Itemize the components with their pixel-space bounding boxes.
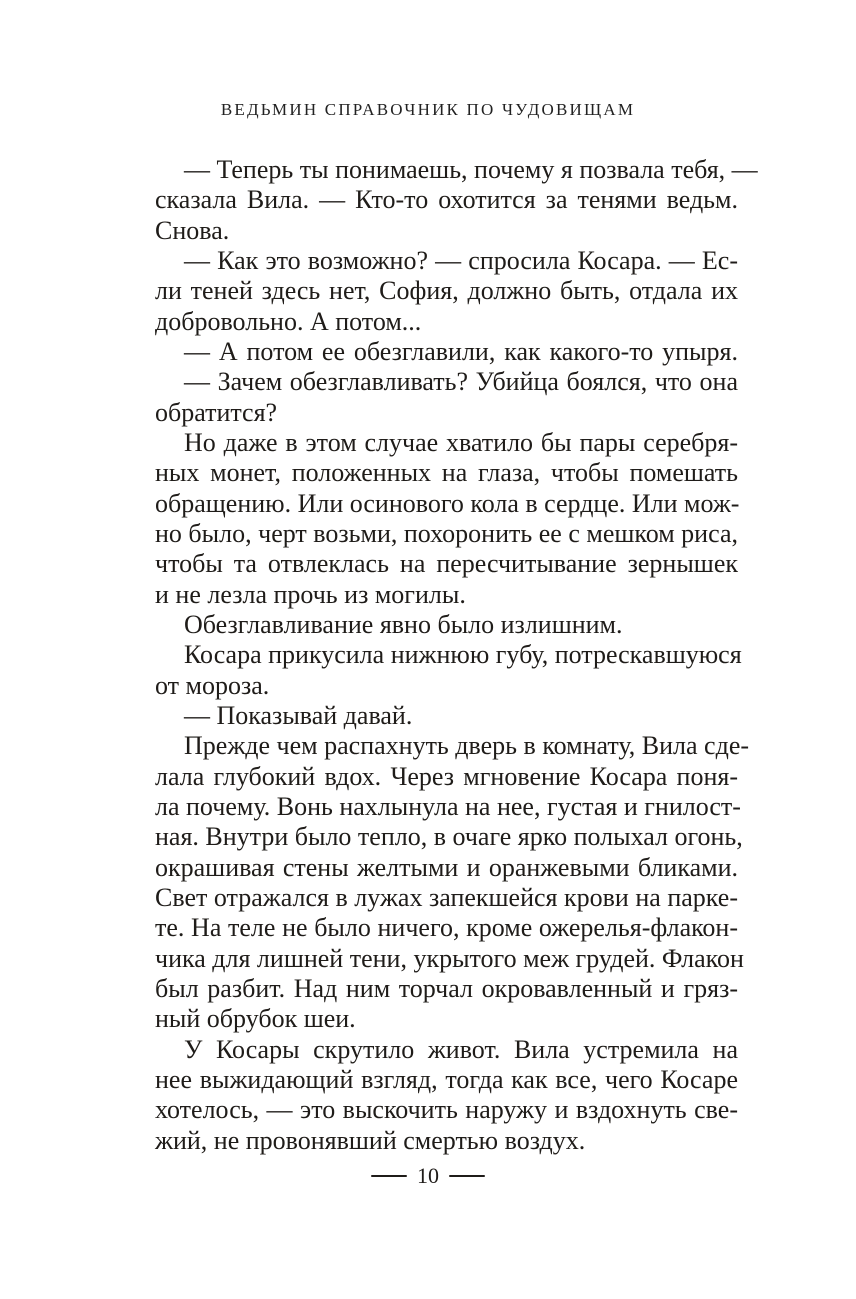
text-line: Но даже в этом случае хватило бы пары серебря-: [184, 428, 738, 457]
text-line: ных монет, положенных на глаза, чтобы помешать: [155, 458, 738, 487]
text-line: Косара прикусила нижнюю губу, потрескавшуюся: [184, 640, 742, 669]
text-line: Свет отражался в лужах запекшейся крови на парке-: [155, 883, 738, 912]
text-line: обращению. Или осинового кола в сердце. Или мож-: [155, 489, 740, 518]
text-line: хотелось, — это выскочить наружу и вздохнуть све-: [155, 1095, 738, 1124]
text-line: — Теперь ты понимаешь, почему я позвала тебя, —: [184, 155, 758, 184]
text-line: жий, не провонявший смертью воздух.: [155, 1126, 586, 1155]
page-number: 10: [417, 1163, 439, 1188]
text-line: сказала Вила. — Кто-то охотится за тенями ведьм.: [155, 185, 738, 214]
text-line: и не лезла прочь из могилы.: [155, 580, 466, 609]
text-line: ный обрубок шеи.: [155, 1004, 356, 1033]
text-line: те. На теле не было ничего, кроме ожерелья-флакон-: [155, 913, 738, 942]
text-line: Прежде чем распахнуть дверь в комнату, Вила сде-: [184, 731, 750, 760]
text-line: У Косары скрутило живот. Вила устремила на: [184, 1035, 738, 1064]
text-line: лала глубокий вдох. Через мгновение Косара поня-: [155, 762, 738, 791]
folio-right-rule: [449, 1175, 485, 1177]
text-line: нее выжидающий взгляд, тогда как все, чего Косаре: [155, 1065, 738, 1094]
text-line: Снова.: [155, 216, 230, 245]
text-line: — Показывай давай.: [184, 701, 413, 730]
text-line: чика для лишней тени, укрытого меж грудей. Флакон: [155, 944, 744, 973]
text-line: — А потом ее обезглавили, как какого-то упыря.: [184, 337, 738, 366]
text-line: ли теней здесь нет, София, должно быть, отдала их: [155, 276, 738, 305]
text-line: добровольно. А потом...: [155, 307, 422, 336]
text-line: обратится?: [155, 398, 278, 427]
text-line: — Как это возможно? — спросила Косара. — Ес-: [184, 246, 738, 275]
text-line: окрашивая стены желтыми и оранжевыми бликами.: [155, 853, 738, 882]
text-line: от мороза.: [155, 671, 270, 700]
text-line: но было, черт возьми, похоронить ее с мешком риса,: [155, 519, 738, 548]
text-line: ла почему. Вонь нахлынула на нее, густая и гнилост-: [155, 792, 741, 821]
running-head: ВЕДЬМИН СПРАВОЧНИК ПО ЧУДОВИЩАМ: [220, 100, 636, 119]
text-line: Обезглавливание явно было излишним.: [184, 610, 623, 639]
page-number-footer: [0, 1163, 856, 1189]
folio-left-rule: [371, 1175, 407, 1177]
text-line: ная. Внутри было тепло, в очаге ярко полыхал огонь,: [155, 822, 743, 851]
text-line: был разбит. Над ним торчал окровавленный и гряз-: [155, 974, 738, 1003]
text-line: чтобы та отвлеклась на пересчитывание зернышек: [155, 549, 738, 578]
text-line: — Зачем обезглавливать? Убийца боялся, что она: [184, 367, 738, 396]
